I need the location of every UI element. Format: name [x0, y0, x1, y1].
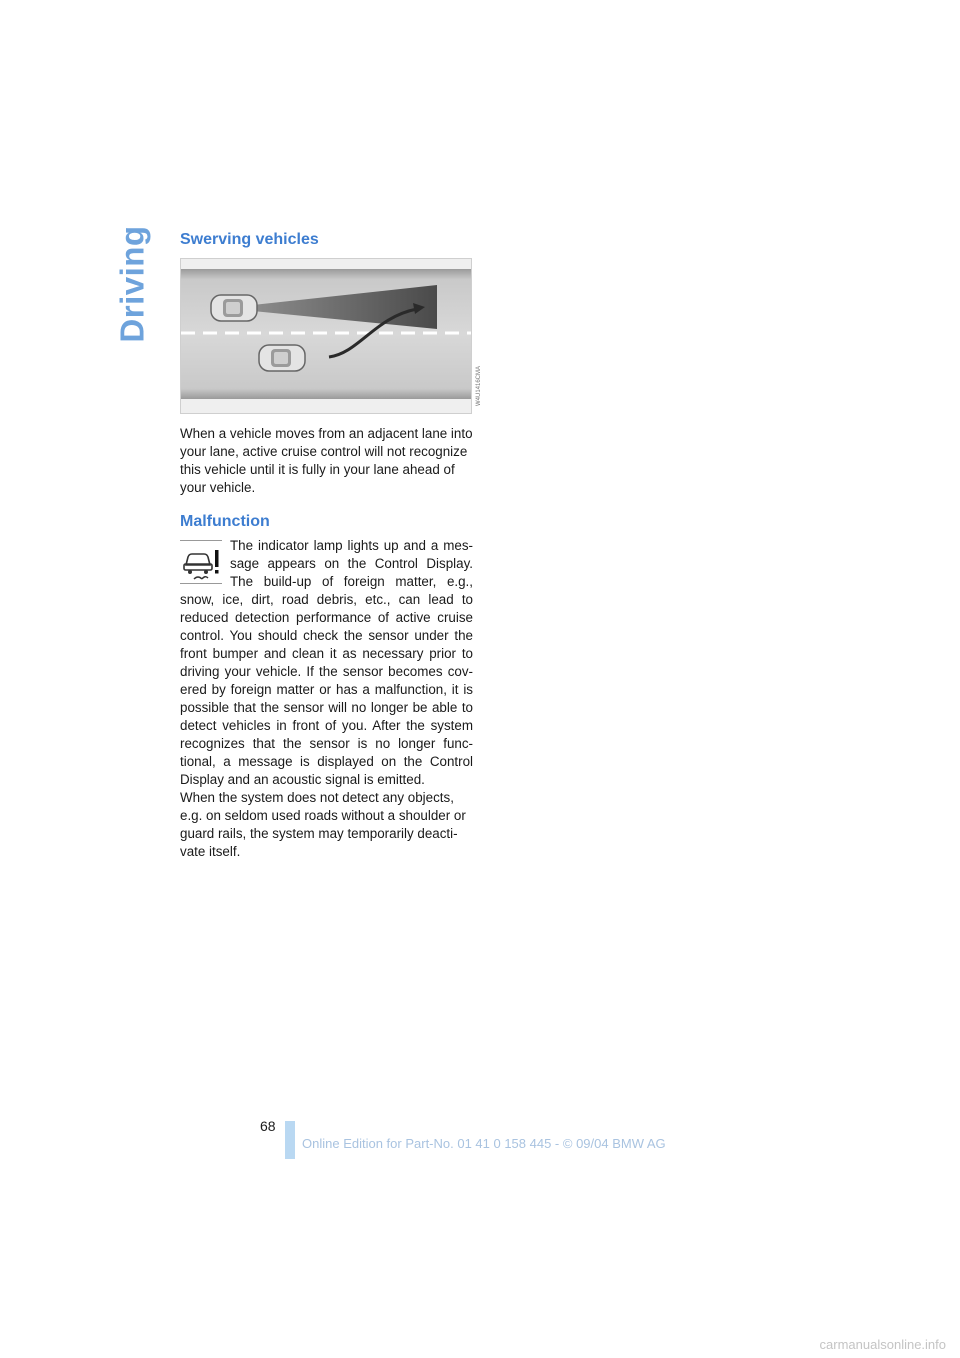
paragraph-deactivate: When the system does not detect any objects, e.g. on seldom used roads without a shoulder or guard rails, the system may temporarily deacti-vate itself.: [180, 790, 466, 859]
swerving-vehicle: [259, 345, 305, 371]
paragraph-malfunction: The indicator lamp lights up and a mes-sage appears on the Control Display. The build-up of foreign matter, e.g., snow, ice, dirt, road debris, etc., can lead to reduced detection performance of active cruise control. You should check the sensor under the front bumper and clean it as necessary prior to driving your vehicle. If the sensor becomes cov-ered by foreign matter or has a malfunction, it is possible that the sensor will no longer be able to detect vehicles in front of you. After the system recognizes that the sensor is no longer func-tional, a message is displayed on the Control Display and an acoustic signal is emitted.: [180, 538, 473, 787]
heading-malfunction: Malfunction: [180, 513, 270, 530]
footer-accent-bar: [285, 1121, 295, 1159]
section-tab: [108, 225, 158, 343]
road-diagram: [181, 259, 471, 413]
section-tab-label: Driving: [114, 225, 151, 343]
heading-swerving-vehicles: Swerving vehicles: [180, 231, 319, 248]
watermark: carmanualsonline.info: [819, 1337, 946, 1352]
swerving-vehicle-illustration: [180, 258, 472, 414]
paragraph-swerving: When a vehicle moves from an adjacent lane into your lane, active cruise control will not recognize this vehicle until it is fully in your lane ahead of your vehicle.: [180, 426, 473, 495]
cruise-sensor-warning-icon: [180, 540, 222, 584]
figure-code: W4U1416CMA: [476, 365, 483, 407]
own-vehicle: [211, 295, 257, 321]
footer-edition-text: Online Edition for Part-No. 01 41 0 158 445 - © 09/04 BMW AG: [302, 1136, 666, 1151]
page-number: 68: [260, 1118, 276, 1134]
